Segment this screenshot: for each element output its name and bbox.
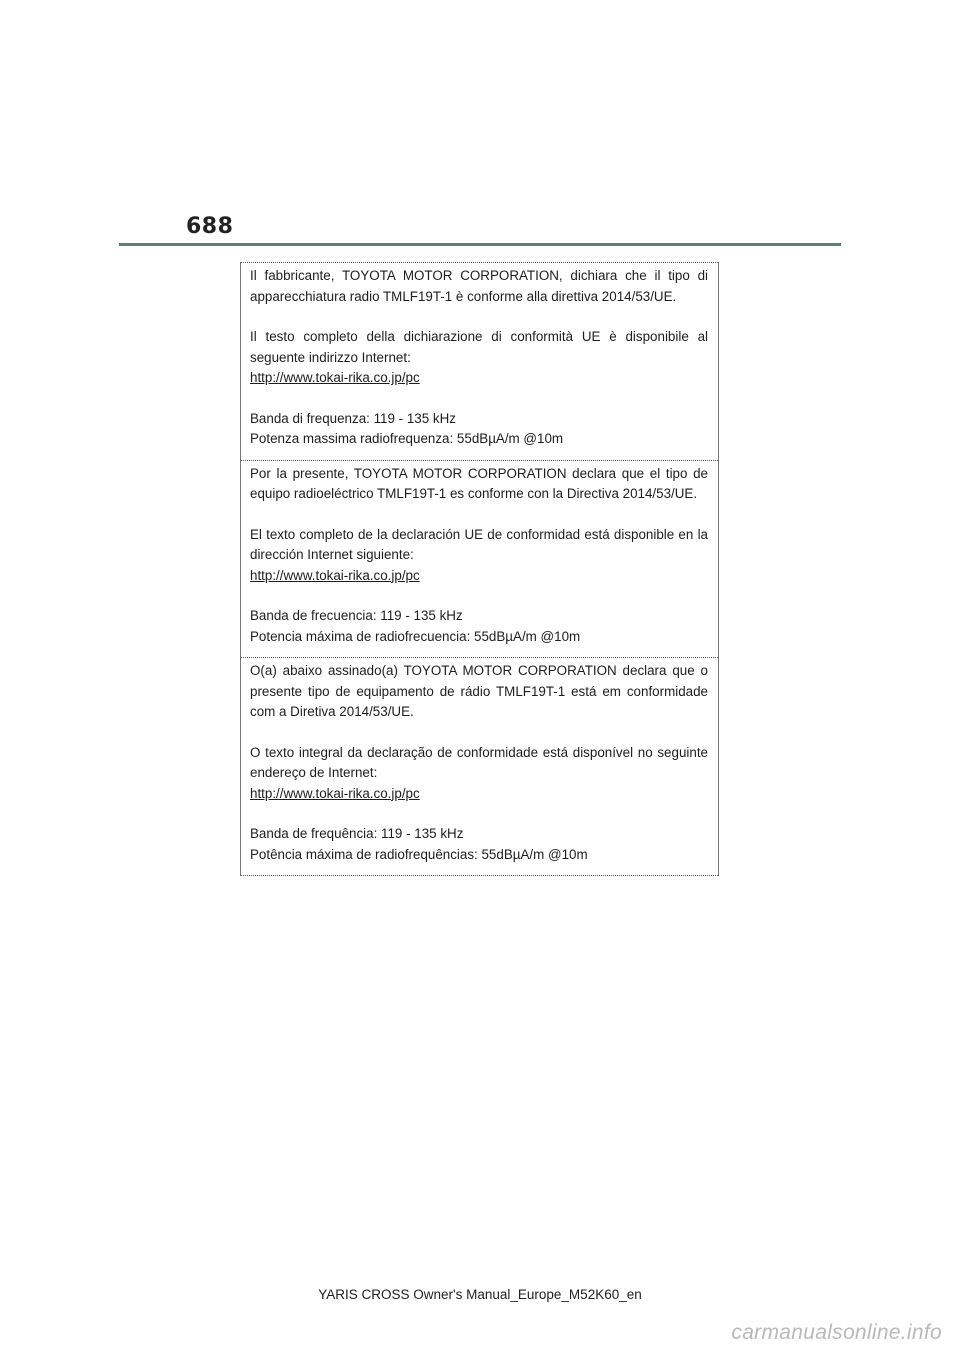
- section-italian: [240, 262, 718, 460]
- section-portuguese: [240, 657, 718, 876]
- frequency-band: Banda di frequenza: 119 - 135 kHz: [250, 410, 456, 426]
- declaration-text: Il fabbricante, TOYOTA MOTOR CORPORATION, dichiara che il tipo di apparecchiatura radio TMLF19T-1 è conforme alla direttiva 2014/53/UE.: [250, 268, 708, 304]
- max-power: Potenza massima radiofrequenza: 55dBµA/m @10m: [250, 431, 564, 446]
- availability-text: O texto integral da declaração de conformidade está disponível no seguinte endereço de Internet:: [250, 744, 708, 780]
- specs-block: [250, 409, 708, 450]
- frequency-band: Banda de frequência: 119 - 135 kHz: [250, 826, 464, 841]
- declaration-link[interactable]: http://www.tokai-rika.co.jp/pc: [250, 785, 420, 801]
- declaration-text: O(a) abaixo assinado(a) TOYOTA MOTOR CORPORATION declara que o presente tipo de equipamento de rádio TMLF19T-1 está em conformidade com a Diretiva 2014/53/UE.: [250, 663, 708, 719]
- availability-block: [250, 525, 708, 587]
- declaration-sections: [240, 262, 719, 876]
- footer-manual-title: YARIS CROSS Owner's Manual_Europe_M52K60_en: [318, 1287, 642, 1302]
- section-spanish: [240, 460, 718, 658]
- specs-block: [250, 606, 708, 647]
- declaration-text: Por la presente, TOYOTA MOTOR CORPORATION declara que el tipo de equipo radioeléctrico TMLF19T-1 es conforme con la Directiva 2014/53/UE.: [250, 465, 708, 501]
- watermark: carmanualsonline.info: [731, 1321, 942, 1344]
- max-power: Potência máxima de radiofrequências: 55dBµA/m @10m: [250, 846, 588, 862]
- frequency-band: Banda de frecuencia: 119 - 135 kHz: [250, 608, 463, 623]
- declaration-link[interactable]: http://www.tokai-rika.co.jp/pc: [250, 567, 420, 583]
- availability-block: [250, 743, 708, 805]
- page-number: 688: [186, 214, 234, 239]
- availability-text: El texto completo de la declaración UE de conformidad está disponible en la dirección Internet siguiente:: [250, 526, 708, 562]
- declaration-link[interactable]: http://www.tokai-rika.co.jp/pc: [250, 370, 420, 385]
- availability-block: [250, 327, 708, 389]
- header-rule: [119, 243, 841, 246]
- availability-text: Il testo completo della dichiarazione di conformità UE è disponibile al seguente indirizzo Internet:: [250, 329, 708, 365]
- specs-block: [250, 824, 708, 865]
- max-power: Potencia máxima de radiofrecuencia: 55dBµA/m @10m: [250, 628, 581, 644]
